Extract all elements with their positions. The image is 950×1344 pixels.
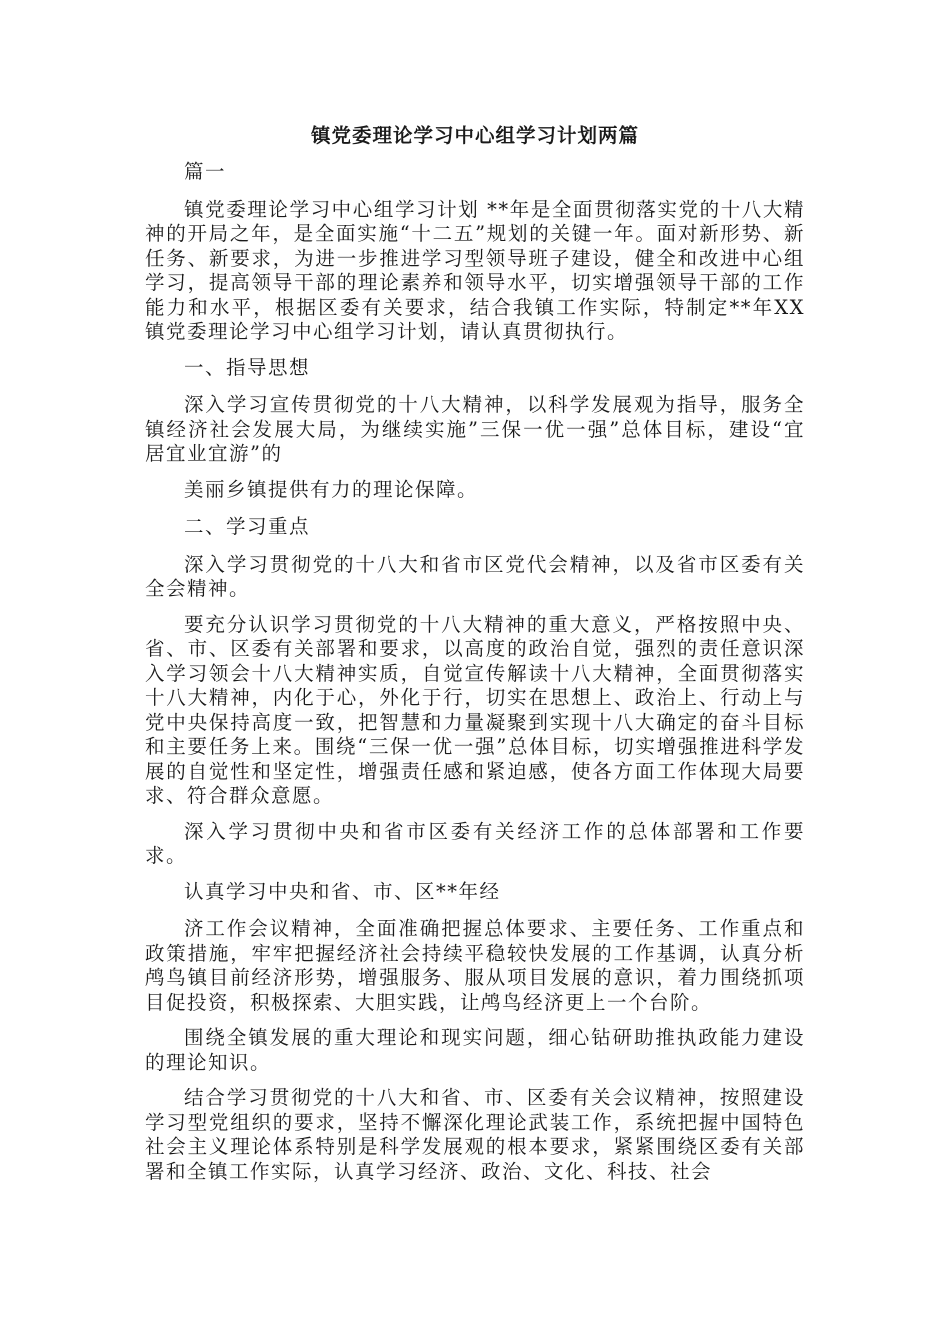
document-title: 镇党委理论学习中心组学习计划两篇 bbox=[310, 124, 639, 147]
paragraph-focus-party-congress: 深入学习贯彻党的十八大和省市区党代会精神，以及省市区委有关全会精神。 bbox=[145, 552, 805, 600]
paragraph-guiding-ideology-continued: 美丽乡镇提供有力的理论保障。 bbox=[184, 477, 479, 501]
paragraph-focus-significance: 要充分认识学习贯彻党的十八大精神的重大意义，严格按照中央、省、市、区委有关部署和要求，以高度的政治自觉，强烈的责任意识深入学习领会十八大精神实质，自觉宣传解读十八大精神，全面贯彻落实十八大精神，内化于心，外化于行，切实在思想上、政治上、行动上与党中央保持高度一致，把智慧和力量凝聚到实现十八大确定的奋斗目标和主要任务上来。围绕“三保一优一强”总体目标，切实增强推进科学发展的自觉性和坚定性，增强责任感和紧迫感，使各方面工作体现大局要求、符合群众意愿。 bbox=[145, 612, 805, 807]
paragraph-economic-conference: 认真学习中央和省、市、区**年经 bbox=[184, 879, 501, 903]
paragraph-focus-economic-work: 深入学习贯彻中央和省市区委有关经济工作的总体部署和工作要求。 bbox=[145, 819, 805, 867]
paragraph-introduction: 镇党委理论学习中心组学习计划 **年是全面贯彻落实党的十八大精神的开局之年，是全面实施“十二五”规划的关键一年。面对新形势、新任务、新要求，为进一步推进学习型领导班子建设，健全和改进中心组学习，提高领导干部的理论素养和领导水平，切实增强领导干部的工作能力和水平，根据区委有关要求，结合我镇工作实际，特制定**年XX镇党委理论学习中心组学习计划，请认真贯彻执行。 bbox=[145, 197, 805, 343]
paragraph-theory-issues: 围绕全镇发展的重大理论和现实问题，细心钻研助推执政能力建设的理论知识。 bbox=[145, 1026, 805, 1074]
section-label-part-one: 篇一 bbox=[184, 160, 227, 183]
heading-study-focus: 二、学习重点 bbox=[184, 515, 311, 538]
heading-guiding-ideology: 一、指导思想 bbox=[184, 355, 311, 379]
document-page bbox=[145, 122, 805, 1195]
paragraph-learning-organization: 结合学习贯彻党的十八大和省、市、区委有关会议精神，按照建设学习型党组织的要求，坚持不懈深化理论武装工作，系统把握中国特色社会主义理论体系特别是科学发展观的根本要求，紧紧围绕区委有关部署和全镇工作实际，认真学习经济、政治、文化、科技、社会 bbox=[145, 1086, 805, 1183]
paragraph-economic-conference-continued: 济工作会议精神，全面准确把握总体要求、主要任务、工作重点和政策措施，牢牢把握经济社会持续平稳较快发展的工作基调，认真分析鸬鸟镇目前经济形势，增强服务、服从项目发展的意识，着力围绕抓项目促投资，积极探索、大胆实践，让鸬鸟经济更上一个台阶。 bbox=[145, 917, 805, 1014]
paragraph-guiding-ideology: 深入学习宣传贯彻党的十八大精神，以科学发展观为指导，服务全镇经济社会发展大局，为继续实施”三保一优一强”总体目标，建设“宜居宜业宜游”的 bbox=[145, 393, 805, 465]
